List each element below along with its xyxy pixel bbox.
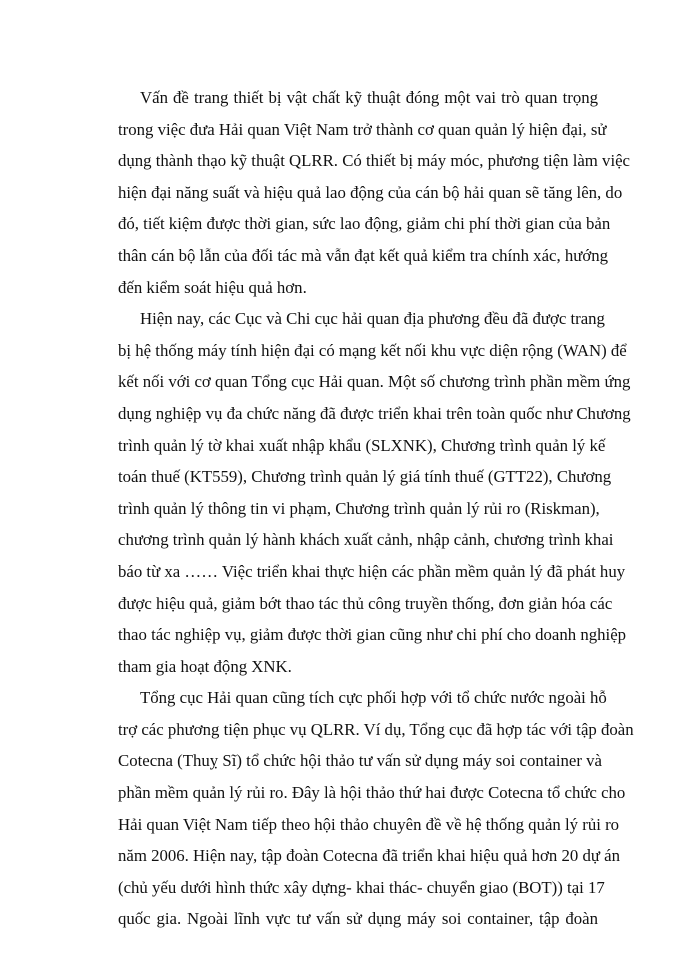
text-line: dụng nghiệp vụ đa chức năng đã được triển khai trên toàn quốc như Chương — [118, 403, 631, 423]
body-text — [118, 82, 634, 935]
text-line: đến kiểm soát hiệu quả hơn. — [118, 277, 307, 297]
text-line: Cotecna (Thuỵ Sĩ) tổ chức hội thảo tư vấn sử dụng máy soi container và — [118, 751, 603, 771]
paragraph — [118, 303, 631, 682]
text-line: Tổng cục Hải quan cũng tích cực phối hợp với tổ chức nước ngoài hỗ — [140, 688, 607, 708]
text-line: quốc gia. Ngoài lĩnh vực tư vấn sử dụng máy soi container, tập đoàn — [118, 909, 598, 929]
text-line: Hiện nay, các Cục và Chi cục hải quan địa phương đều đã được trang — [140, 309, 605, 329]
text-line: Vấn đề trang thiết bị vật chất kỹ thuật đóng một vai trò quan trọng — [140, 88, 598, 107]
text-line: trong việc đưa Hải quan Việt Nam trở thành cơ quan quản lý hiện đại, sử — [118, 119, 607, 139]
text-line: báo từ xa …… Việc triển khai thực hiện các phần mềm quản lý đã phát huy — [118, 561, 626, 581]
text-line: thao tác nghiệp vụ, giảm được thời gian cũng như chi phí cho doanh nghiệp — [118, 625, 627, 645]
text-line: thân cán bộ lẫn của đối tác mà vẫn đạt kết quả kiểm tra chính xác, hướng — [118, 245, 608, 265]
text-line: chương trình quản lý hành khách xuất cảnh, nhập cảnh, chương trình khai — [118, 530, 614, 550]
text-line: hiện đại năng suất và hiệu quả lao động của cán bộ hải quan sẽ tăng lên, do — [118, 182, 623, 202]
text-line: (chủ yếu dưới hình thức xây dựng- khai thác- chuyển giao (BOT)) tại 17 — [118, 877, 605, 897]
text-line: toán thuế (KT559), Chương trình quản lý giá tính thuế (GTT22), Chương — [118, 467, 612, 487]
text-line: tham gia hoạt động XNK. — [118, 656, 292, 676]
text-line: kết nối với cơ quan Tổng cục Hải quan. Một số chương trình phần mềm ứng — [118, 372, 631, 392]
text-line: được hiệu quả, giảm bớt thao tác thủ công truyền thống, đơn giản hóa các — [118, 593, 613, 613]
text-line: dụng thành thạo kỹ thuật QLRR. Có thiết bị máy móc, phương tiện làm việc — [118, 151, 631, 171]
text-line: đó, tiết kiệm được thời gian, sức lao động, giảm chi phí thời gian của bản — [118, 214, 611, 234]
text-line: trình quản lý thông tin vi phạm, Chương trình quản lý rủi ro (Riskman), — [118, 498, 600, 518]
text-line: trợ các phương tiện phục vụ QLRR. Ví dụ, Tổng cục đã hợp tác với tập đoàn — [118, 719, 634, 739]
paragraph — [118, 82, 631, 303]
paragraph — [118, 682, 634, 935]
text-line: phần mềm quản lý rủi ro. Đây là hội thảo thứ hai được Cotecna tổ chức cho — [118, 783, 626, 803]
text-line: bị hệ thống máy tính hiện đại có mạng kết nối khu vực diện rộng (WAN) để — [118, 340, 627, 360]
text-line: Hải quan Việt Nam tiếp theo hội thảo chuyên đề về hệ thống quản lý rủi ro — [118, 814, 620, 834]
text-line: trình quản lý tờ khai xuất nhập khẩu (SLXNK), Chương trình quản lý kế — [118, 435, 606, 455]
text-line: năm 2006. Hiện nay, tập đoàn Cotecna đã triển khai hiệu quả hơn 20 dự án — [118, 846, 621, 866]
